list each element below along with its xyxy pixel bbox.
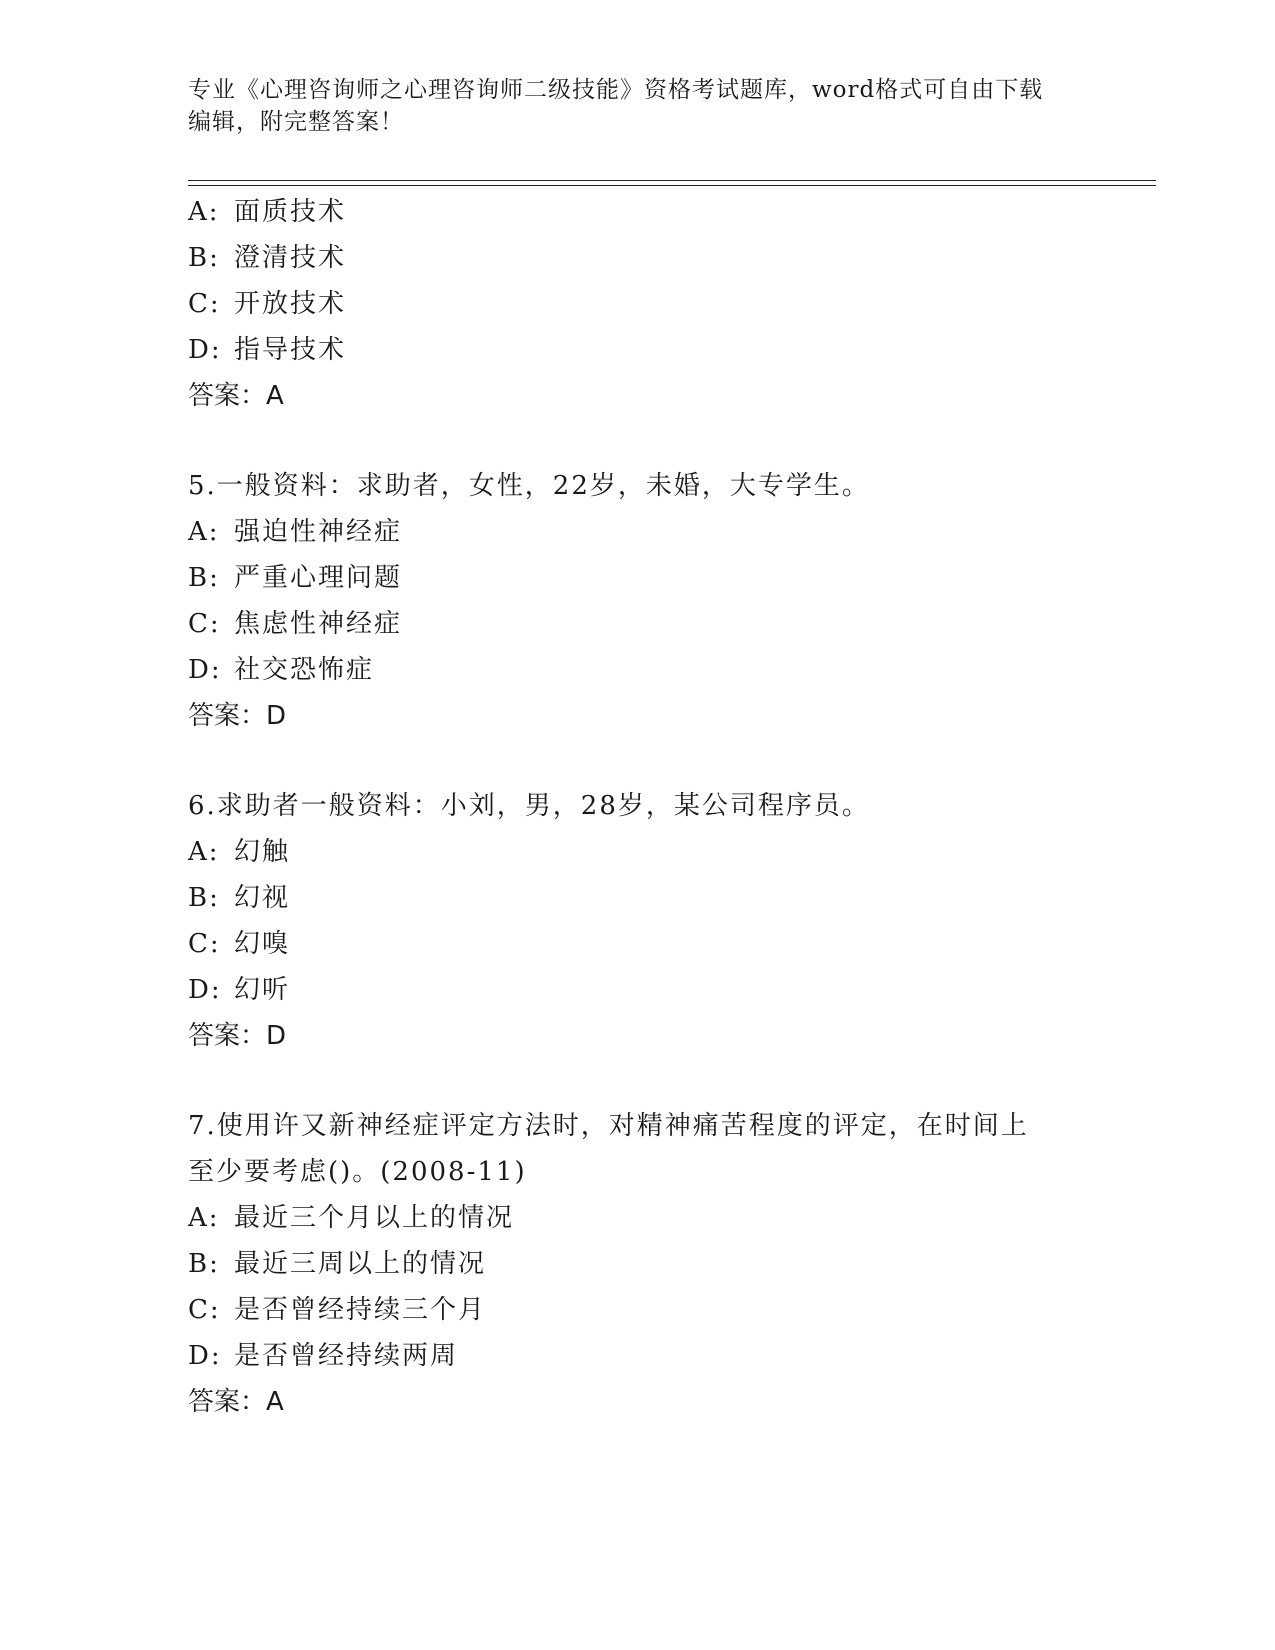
option-key: D:	[188, 975, 222, 1005]
option-key: C:	[188, 609, 221, 639]
option-text: 幻触	[234, 837, 291, 867]
option-c	[188, 921, 1088, 967]
option-text: 指导技术	[234, 335, 347, 365]
option-text: 幻听	[234, 975, 291, 1005]
option-d	[188, 647, 1088, 693]
option-c	[188, 281, 1088, 327]
header-title-line-1: 专业《心理咨询师之心理咨询师二级技能》资格考试题库，word格式可自由下载	[188, 77, 1044, 103]
question-stem-line-1: 7.使用许又新神经症评定方法时，对精神痛苦程度的评定，在时间上	[188, 1111, 1029, 1141]
answer-line: 答案：D	[188, 1021, 287, 1051]
option-key: D:	[188, 1341, 222, 1371]
question-stem-line-2: 至少要考虑()。(2008-11)	[188, 1157, 527, 1187]
answer-line: 答案：A	[188, 1387, 284, 1417]
option-a	[188, 189, 1088, 235]
question-5	[188, 463, 1088, 739]
question-6	[188, 783, 1088, 1059]
option-text: 严重心理问题	[234, 563, 403, 593]
option-key: C:	[188, 929, 221, 959]
question-4	[188, 189, 1088, 419]
header-rule-top	[188, 180, 1156, 181]
answer-line: 答案：A	[188, 381, 284, 411]
option-text: 面质技术	[234, 197, 347, 227]
question-list	[188, 189, 1088, 1425]
option-key: B:	[188, 1249, 220, 1279]
option-a	[188, 1195, 1088, 1241]
option-text: 幻嗅	[234, 929, 291, 959]
option-text: 强迫性神经症	[234, 517, 403, 547]
option-c	[188, 1287, 1088, 1333]
option-key: A:	[188, 517, 220, 547]
option-text: 是否曾经持续两周	[234, 1341, 459, 1371]
page-header	[188, 74, 1088, 138]
option-key: A:	[188, 837, 220, 867]
header-rule-bottom	[188, 185, 1156, 186]
option-text: 最近三周以上的情况	[234, 1249, 487, 1279]
option-b	[188, 235, 1088, 281]
option-c	[188, 601, 1088, 647]
option-b	[188, 875, 1088, 921]
option-text: 是否曾经持续三个月	[234, 1295, 487, 1325]
option-key: B:	[188, 243, 220, 273]
option-b	[188, 555, 1088, 601]
question-stem: 6.求助者一般资料：小刘，男，28岁，某公司程序员。	[188, 791, 870, 821]
option-a	[188, 509, 1088, 555]
option-key: C:	[188, 1295, 221, 1325]
option-a	[188, 829, 1088, 875]
option-key: B:	[188, 563, 220, 593]
answer-line: 答案：D	[188, 701, 287, 731]
option-text: 社交恐怖症	[234, 655, 375, 685]
option-d	[188, 1333, 1088, 1379]
option-key: C:	[188, 289, 221, 319]
option-key: B:	[188, 883, 220, 913]
option-b	[188, 1241, 1088, 1287]
option-text: 澄清技术	[234, 243, 347, 273]
option-text: 开放技术	[234, 289, 347, 319]
option-key: A:	[188, 197, 220, 227]
option-d	[188, 967, 1088, 1013]
question-7	[188, 1103, 1088, 1425]
header-title-line-2: 编辑，附完整答案！	[188, 109, 404, 135]
option-key: D:	[188, 655, 222, 685]
option-text: 幻视	[234, 883, 291, 913]
option-text: 焦虑性神经症	[234, 609, 403, 639]
option-d	[188, 327, 1088, 373]
option-key: A:	[188, 1203, 220, 1233]
option-text: 最近三个月以上的情况	[234, 1203, 515, 1233]
option-key: D:	[188, 335, 222, 365]
question-stem: 5.一般资料：求助者，女性，22岁，未婚，大专学生。	[188, 471, 870, 501]
